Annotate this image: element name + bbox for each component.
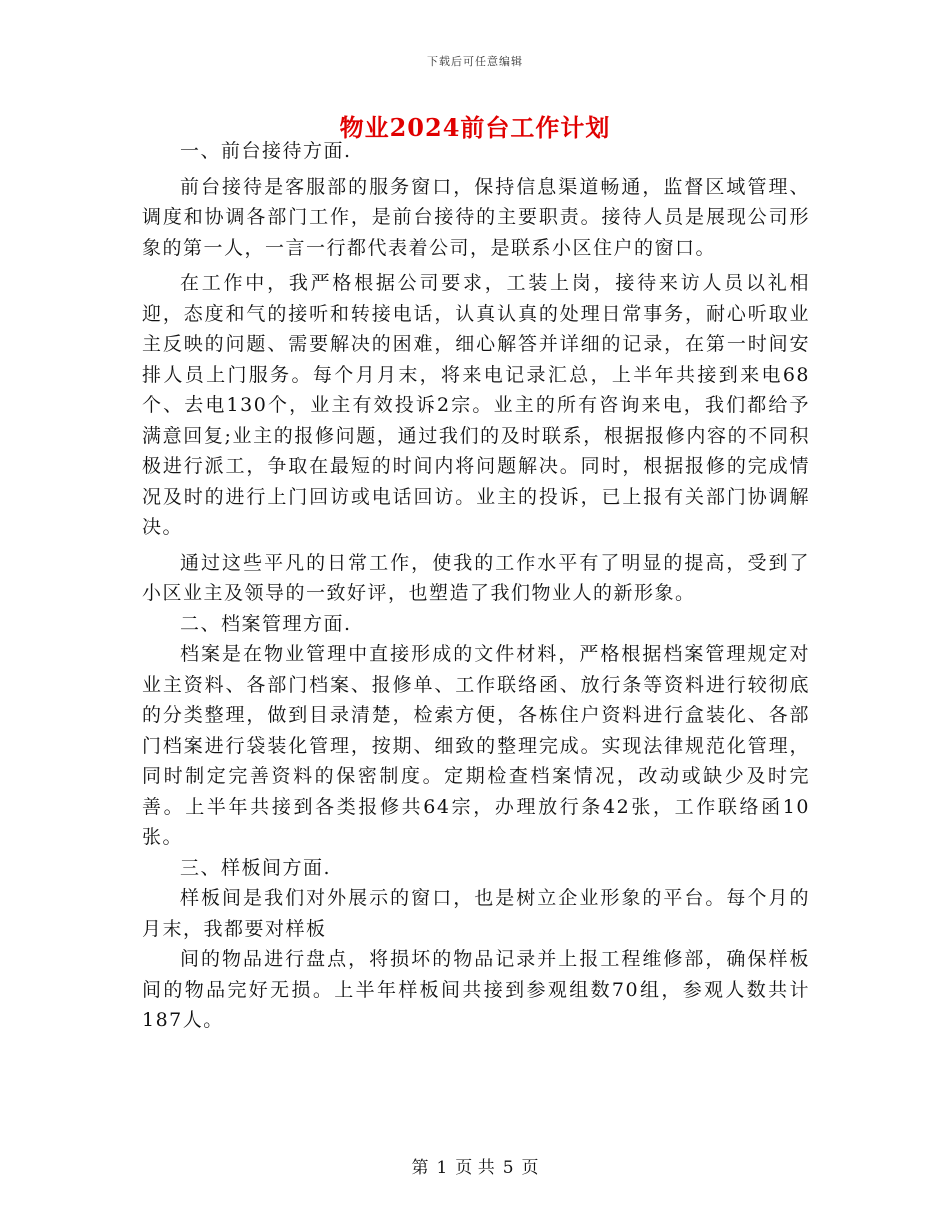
footer-suffix: 页	[521, 1158, 539, 1178]
paragraph: 前台接待是客服部的服务窗口，保持信息渠道畅通，监督区域管理、调度和协调各部门工作，是前台接待的主要职责。接待人员是展现公司形象的第一人，一言一行都代表着公司，是联系小区住户的窗口。	[142, 175, 810, 259]
footer-middle: 页 共	[455, 1158, 495, 1178]
section-heading-showroom: 三、样板间方面.	[180, 856, 332, 879]
current-page-number: 1	[436, 1158, 448, 1178]
header-note: 下载后可任意编辑	[427, 55, 523, 68]
paragraph: 档案是在物业管理中直接形成的文件材料，严格根据档案管理规定对业主资料、各部门档案、报修单、工作联络函、放行条等资料进行较彻底的分类整理，做到目录清楚，检索方便，各栋住户资料进行盒装化、各部门档案进行袋装化管理，按期、细致的整理完成。实现法律规范化管理，同时制定完善资料的保密制度。定期检查档案情况，改动或缺少及时完善。上半年共接到各类报修共64宗，办理放行条42张，工作联络函10张。	[142, 643, 810, 848]
footer-prefix: 第	[411, 1158, 429, 1178]
paragraph: 样板间是我们对外展示的窗口，也是树立企业形象的平台。每个月的月末，我都要对样板	[142, 887, 810, 940]
document-title: 物业2024前台工作计划	[339, 113, 611, 142]
page-footer	[0, 1153, 950, 1178]
document-body	[142, 136, 810, 1036]
total-pages: 5	[502, 1158, 514, 1178]
paragraph: 间的物品进行盘点，将损坏的物品记录并上报工程维修部，确保样板间的物品完好无损。上半年样板间共接到参观组数70组，参观人数共计187人。	[142, 948, 810, 1031]
section-heading-archives: 二、档案管理方面.	[180, 612, 352, 635]
section-heading-reception: 一、前台接待方面.	[180, 140, 352, 162]
paragraph: 在工作中，我严格根据公司要求，工装上岗，接待来访人员以礼相迎，态度和气的接听和转接电话，认真认真的处理日常事务，耐心听取业主反映的问题、需要解决的困难，细心解答并详细的记录，在第一时间安排人员上门服务。每个月月末，将来电记录汇总，上半年共接到来电68个、去电130个，业主有效投诉2宗。业主的所有咨询来电，我们都给予满意回复;业主的报修问题，通过我们的及时联系，根据报修内容的不同积极进行派工，争取在最短的时间内将问题解决。同时，根据报修的完成情况及时的进行上门回访或电话回访。业主的投诉，已上报有关部门协调解决。	[142, 272, 810, 538]
paragraph: 通过这些平凡的日常工作，使我的工作水平有了明显的提高，受到了小区业主及领导的一致好评，也塑造了我们物业人的新形象。	[142, 551, 810, 604]
